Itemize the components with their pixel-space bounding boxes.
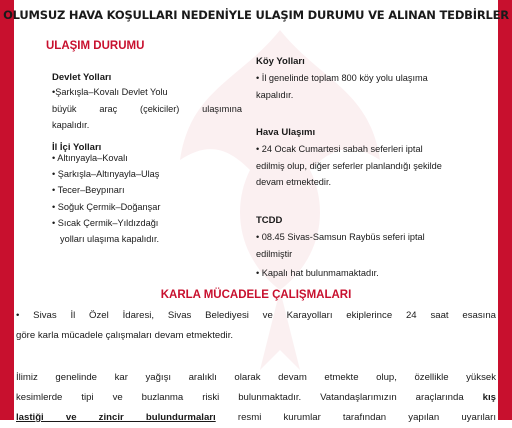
tcdd-text: [256, 229, 496, 282]
warning-bold-kis: kış: [482, 392, 496, 403]
karla-line-1: • Sivas İl Özel İdaresi, Sivas Belediyesi ve Karayolları ekiplerince 24 saat esasına: [16, 310, 496, 321]
warning-line-2: [16, 388, 496, 408]
hava-line-1: • 24 Ocak Cumartesi sabah seferleri iptal: [256, 144, 423, 154]
tcdd-line-1: • 08.45 Sivas-Samsun Raybüs seferi iptal: [256, 232, 425, 242]
devlet-line-2: büyük araç (çekiciler) ulaşımına: [52, 103, 242, 114]
subheading-il-ici-yollari: İl İçi Yolları: [52, 142, 102, 153]
section-heading-ulasim: ULAŞIM DURUMU: [46, 40, 145, 52]
hava-line-3: devam etmektedir.: [256, 177, 332, 187]
tcdd-line-3: • Kapalı hat bulunmamaktadır.: [256, 268, 379, 278]
warning-bold-lastik: lastiği ve zincir bulundurmaları: [16, 412, 216, 423]
list-item: • Şarkışla–Altınyayla–Ulaş: [52, 169, 160, 180]
weather-warning-paragraph: [16, 368, 496, 428]
il-ici-list: [52, 150, 160, 231]
right-red-band: [498, 0, 512, 420]
page-title: OLUMSUZ HAVA KOŞULLARI NEDENİYLE ULAŞIM DURUMU VE ALINAN TEDBİRLER: [3, 8, 509, 22]
devlet-line-1: •Şarkışla–Kovalı Devlet Yolu: [52, 87, 168, 97]
list-item: • Altınyayla–Kovalı: [52, 153, 128, 163]
hava-ulasimi-text: [256, 141, 496, 191]
warning-line-3: [16, 408, 496, 428]
koy-yollari-text: [256, 70, 496, 103]
section-heading-karla-mucadele: KARLA MÜCADELE ÇALIŞMALARI: [160, 289, 352, 301]
warning-line-3-text: resmi kurumlar tarafından yapılan uyarıları: [237, 412, 497, 423]
subheading-koy-yollari: Köy Yolları: [256, 56, 305, 67]
list-item: • Tecer–Beypınarı: [52, 185, 125, 196]
subheading-tcdd: TCDD: [256, 215, 283, 226]
list-item: • Sıcak Çermik–Yıldızdağı: [52, 217, 159, 228]
karla-mucadele-text: [16, 306, 496, 346]
hava-line-2: edilmiş olup, diğer seferler planlandığı şekilde: [256, 160, 442, 171]
karla-line-2: göre karla mücadele çalışmaları devam etmektedir.: [16, 330, 234, 341]
subheading-hava-ulasimi: Hava Ulaşımı: [256, 127, 316, 138]
devlet-line-3: kapalıdır.: [52, 120, 90, 130]
koy-line-2: kapalıdır.: [256, 89, 294, 100]
tcdd-line-2: edilmiştir: [256, 248, 293, 259]
devlet-yollari-text: [52, 84, 242, 134]
subheading-devlet-yollari: Devlet Yolları: [52, 72, 112, 83]
warning-line-1: İlimiz genelinde kar yağışı aralıklı olarak devam etmekte olup, özellikle yüksek: [16, 372, 496, 383]
il-ici-footer: yolları ulaşıma kapalıdır.: [60, 234, 160, 244]
koy-line-1: • İl genelinde toplam 800 köy yolu ulaşıma: [256, 73, 428, 83]
left-red-band: [0, 0, 14, 420]
warning-line-2-text: kesimlerde tipi ve buzlanma riski bulunmaktadır. Vatandaşlarımızın araçlarında: [16, 392, 464, 403]
list-item: • Soğuk Çermik–Doğanşar: [52, 201, 161, 212]
